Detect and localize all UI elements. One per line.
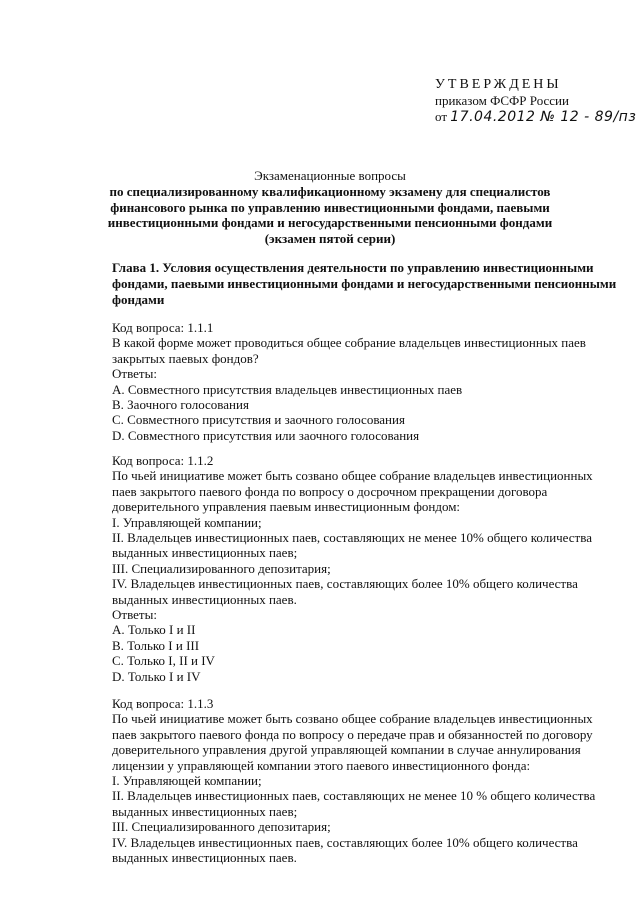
question-code: Код вопроса: 1.1.2 <box>112 453 214 468</box>
approval-date-line <box>435 109 635 125</box>
chapter-line: фондами, паевыми инвестиционными фондами и негосударственными пенсионными <box>112 275 617 291</box>
question-text-line: В какой форме может проводиться общее собрание владельцев инвестиционных паев <box>112 335 586 351</box>
answer-option: C. Только I, II и IV <box>112 653 215 669</box>
title-line: Экзаменационные вопросы <box>254 168 406 183</box>
question-text-line: I. Управляющей компании; <box>112 514 262 530</box>
question-text-line: II. Владельцев инвестиционных паев, составляющих не менее 10 % общего количества <box>112 788 596 804</box>
question-text-line: выданных инвестиционных паев; <box>112 803 298 819</box>
subtitle-line: (экзамен пятой серии) <box>264 231 396 247</box>
question-text-line: паев закрытого паевого фонда по вопросу о досрочном прекращении договора <box>112 483 548 499</box>
question-code: Код вопроса: 1.1.3 <box>112 696 214 711</box>
question-text-line: лицензии у управляющей компании этого паевого инвестиционного фонда: <box>112 757 531 773</box>
question-text-line: I. Управляющей компании; <box>112 773 262 789</box>
subtitle-line: по специализированному квалификационному экзамену для специалистов <box>109 183 551 199</box>
approval-title: УТВЕРЖДЕНЫ <box>435 77 562 92</box>
question-text-line: IV. Владельцев инвестиционных паев, составляющих более 10% общего количества <box>112 834 578 850</box>
question-text-line: доверительного управления другой управляющей компании в случае аннулирования <box>112 742 581 758</box>
question-text-line: По чьей инициативе может быть созвано общее собрание владельцев инвестиционных <box>112 711 593 727</box>
subtitle-line: инвестиционными фондами и негосударственными пенсионными фондами <box>107 215 553 231</box>
question-text-line: выданных инвестиционных паев; <box>112 545 298 561</box>
question-block <box>112 320 622 443</box>
chapter-line: Глава 1. Условия осуществления деятельности по управлению инвестиционными <box>112 260 594 275</box>
answers-label: Ответы: <box>112 366 157 382</box>
question-text-line: III. Специализированного депозитария; <box>112 560 331 576</box>
question-text-line: выданных инвестиционных паев. <box>112 591 297 607</box>
question-text-line: II. Владельцев инвестиционных паев, составляющих не менее 10% общего количества <box>112 530 592 546</box>
answer-option: A. Совместного присутствия владельцев инвестиционных паев <box>112 381 463 397</box>
answer-option: D. Совместного присутствия или заочного голосования <box>112 427 420 443</box>
answer-option: B. Заочного голосования <box>112 397 249 413</box>
question-block <box>112 453 622 684</box>
answer-option: A. Только I и II <box>112 622 196 638</box>
subtitle-line: финансового рынка по управлению инвестиционными фондами, паевыми <box>110 199 550 215</box>
question-text-line: закрытых паевых фондов? <box>112 350 259 366</box>
document-title <box>100 168 560 247</box>
approval-stamp <box>435 77 635 125</box>
question-text-line: паев закрытого паевого фонда по вопросу о передаче прав и обязанностей по договору <box>112 726 593 742</box>
approval-order: приказом ФСФР России <box>435 93 569 108</box>
question-text-line: По чьей инициативе может быть созвано общее собрание владельцев инвестиционных <box>112 468 593 484</box>
question-text-line: выданных инвестиционных паев. <box>112 850 297 866</box>
answer-option: D. Только I и IV <box>112 668 201 684</box>
answer-option: C. Совместного присутствия и заочного голосования <box>112 412 405 428</box>
question-text-line: III. Специализированного депозитария; <box>112 819 331 835</box>
question-code: Код вопроса: 1.1.1 <box>112 320 214 335</box>
handwritten-order-number: 17.04.2012 № 12 - 89/пз <box>450 109 637 125</box>
question-text-line: IV. Владельцев инвестиционных паев, составляющих более 10% общего количества <box>112 576 578 592</box>
chapter-heading <box>112 260 622 307</box>
answers-label: Ответы: <box>112 607 157 623</box>
approval-from-label: от <box>435 109 448 124</box>
answer-option: B. Только I и III <box>112 637 200 653</box>
question-text-line: доверительного управления паевым инвестиционным фондом: <box>112 499 461 515</box>
chapter-line: фондами <box>112 291 165 307</box>
question-block <box>112 696 622 865</box>
